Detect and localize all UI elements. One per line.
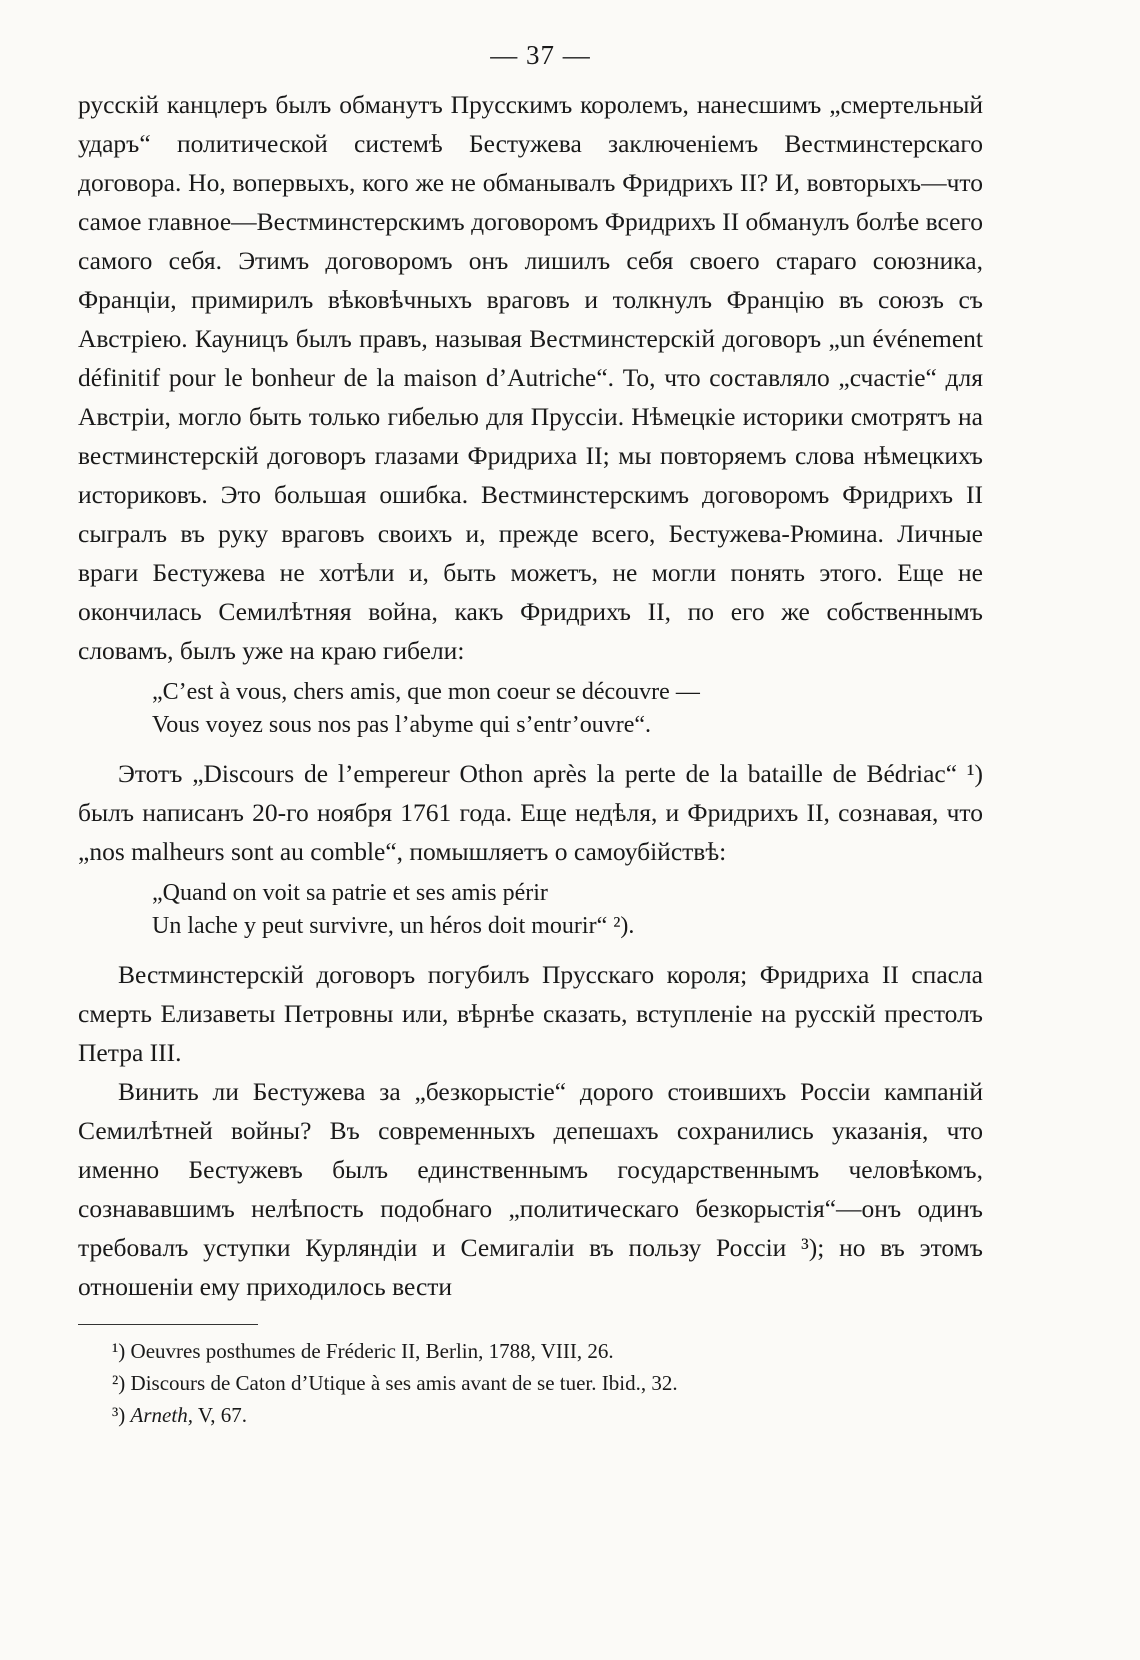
footnote-divider [78,1324,258,1325]
footnote-1 [112,1335,983,1367]
footnote-text: Discours de Caton d’Utique à ses amis avant de se tuer. Ibid., 32. [130,1371,678,1395]
paragraph-2: Этотъ „Discours de l’empereur Othon après la perte de la bataille de Bédriac“ ¹) былъ написанъ 20-го ноября 1761 года. Еще недѣля, и Фридрихъ II, сознавая, что „nos malheurs sont au comble“, помышляетъ о самоубійствѣ: [78,759,983,866]
verse-line: „C’est à vous, chers amis, que mon coeur se découvre — [152,679,700,705]
footnotes [112,1335,983,1431]
footnote-author: Arneth, [130,1403,193,1427]
page-number: — 37 — [490,40,591,70]
footnote-mark: ¹) [112,1339,126,1363]
verse-line: Un lache y peut survivre, un héros doit mourir“ ²). [152,913,635,939]
paragraph-4: Винить ли Бестужева за „безкорыстіе“ дорого стоившихъ Россіи кампаній Семилѣтней войны? Въ современныхъ депешахъ сохранились указанія, что именно Бестужевъ былъ единственнымъ государственнымъ человѣкомъ, сознававшимъ нелѣпость подобнаго „политическаго безкорыстія“—онъ одинъ требовалъ уступки Курляндіи и Семигаліи въ пользу Россіи ³); но въ этомъ отношеніи ему приходилось вести [78,1077,983,1301]
footnote-mark: ³) [112,1403,126,1427]
verse-line: Vous voyez sous nos pas l’abyme qui s’entr’ouvre“. [152,712,652,738]
document-page [78,40,983,1431]
paragraph-3: Вестминстерскій договоръ погубилъ Прусскаго короля; Фридриха II спасла смерть Елизаветы Петровны или, вѣрнѣе сказать, вступленіе на русскій престолъ Петра III. [78,960,983,1067]
footnote-3 [112,1399,983,1431]
verse-line: „Quand on voit sa patrie et ses amis périr [152,880,548,906]
footnote-2 [112,1367,983,1399]
paragraph-1: русскій канцлеръ былъ обманутъ Прусскимъ королемъ, нанесшимъ „смертельный ударъ“ политической системѣ Бестужева заключеніемъ Вестминстерскаго договора. Но, вопервыхъ, кого же не обманывалъ Фридрихъ II? И, вовторыхъ—что самое главное—Вестминстерскимъ договоромъ Фридрихъ II обманулъ болѣе всего самого себя. Этимъ договоромъ онъ лишилъ себя своего стараго союзника, Франціи, примирилъ вѣковѣчныхъ враговъ и толкнулъ Францію въ союзъ съ Австріею. Кауницъ былъ правъ, называя Вестминстерскій договоръ „un événement définitif pour le bonheur de la maison d’Autriche“. То, что составляло „счастіе“ для Австріи, могло быть только гибелью для Пруссіи. Нѣмецкіе историки смотрятъ на вестминстерскій договоръ глазами Фридриха II; мы повторяемъ слова нѣмецкихъ историковъ. Это большая ошибка. Вестминстерскимъ договоромъ Фридрихъ II сыгралъ въ руку враговъ своихъ и, прежде всего, Бестужева-Рюмина. Личные враги Бестужева не хотѣли и, быть можетъ, не могли понять этого. Еще не окончилась Семилѣтняя война, какъ Фридрихъ II, по его же собственнымъ словамъ, былъ уже на краю гибели: [78,90,983,665]
verse-quote-2 [152,877,983,943]
verse-quote-1 [152,676,983,742]
footnote-mark: ²) [112,1371,126,1395]
footnote-text: Oeuvres posthumes de Fréderic II, Berlin, 1788, VIII, 26. [130,1339,614,1363]
footnote-text: V, 67. [192,1403,248,1427]
